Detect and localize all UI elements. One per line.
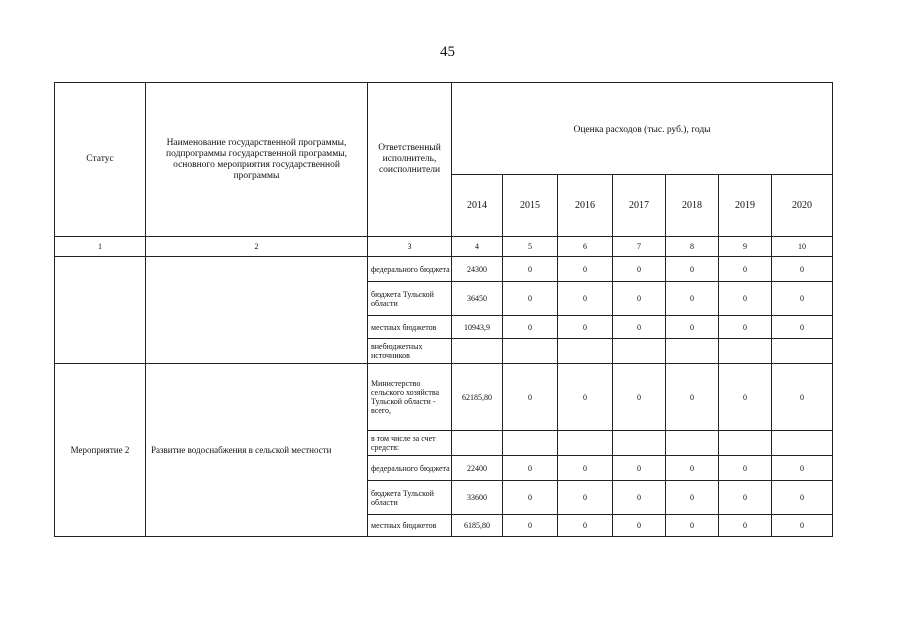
column-number: 2 — [146, 237, 368, 257]
value-cell: 0 — [503, 282, 558, 316]
header-name: Наименование государственной программы, подпрограммы государственной программы, основного мероприятия государственной программы — [146, 83, 368, 237]
value-cell: 0 — [719, 282, 772, 316]
column-number: 10 — [772, 237, 833, 257]
value-cell: 0 — [558, 456, 613, 481]
value-cell: 0 — [558, 481, 613, 515]
value-cell: 0 — [666, 282, 719, 316]
column-number: 4 — [452, 237, 503, 257]
source-label: внебюджетных источников — [368, 339, 452, 364]
column-number: 7 — [613, 237, 666, 257]
header-year: 2018 — [666, 175, 719, 237]
value-cell: 0 — [503, 481, 558, 515]
value-cell: 0 — [503, 364, 558, 431]
value-cell: 0 — [772, 316, 833, 339]
value-cell: 0 — [558, 257, 613, 282]
value-cell: 0 — [558, 316, 613, 339]
value-cell — [719, 339, 772, 364]
source-label: федерального бюджета — [368, 257, 452, 282]
value-cell: 0 — [772, 257, 833, 282]
value-cell — [503, 431, 558, 456]
source-label: в том числе за счет средств: — [368, 431, 452, 456]
header-year: 2020 — [772, 175, 833, 237]
value-cell — [719, 431, 772, 456]
value-cell — [558, 431, 613, 456]
value-cell: 0 — [772, 456, 833, 481]
value-cell — [666, 339, 719, 364]
value-cell: 0 — [613, 282, 666, 316]
value-cell: 0 — [503, 515, 558, 537]
value-cell: 0 — [719, 515, 772, 537]
column-number: 9 — [719, 237, 772, 257]
header-year: 2014 — [452, 175, 503, 237]
value-cell: 0 — [719, 316, 772, 339]
header-status: Статус — [55, 83, 146, 237]
value-cell — [452, 431, 503, 456]
source-label: бюджета Тульской области — [368, 481, 452, 515]
source-label: федерального бюджета — [368, 456, 452, 481]
column-number: 3 — [368, 237, 452, 257]
value-cell — [558, 339, 613, 364]
header-responsible: Ответственный исполнитель, соисполнители — [368, 83, 452, 237]
value-cell: 6185,80 — [452, 515, 503, 537]
value-cell: 33600 — [452, 481, 503, 515]
value-cell: 0 — [666, 456, 719, 481]
value-cell: 0 — [613, 456, 666, 481]
value-cell: 0 — [666, 481, 719, 515]
name-cell: Развитие водоснабжения в сельской местности — [146, 364, 368, 537]
source-label: бюджета Тульской области — [368, 282, 452, 316]
value-cell: 0 — [558, 515, 613, 537]
table-row — [55, 364, 833, 431]
table-row — [55, 257, 833, 282]
value-cell: 0 — [719, 364, 772, 431]
value-cell: 0 — [503, 257, 558, 282]
status-cell — [55, 257, 146, 364]
value-cell: 0 — [772, 364, 833, 431]
value-cell — [772, 339, 833, 364]
value-cell — [613, 431, 666, 456]
value-cell: 0 — [558, 282, 613, 316]
value-cell: 0 — [666, 257, 719, 282]
value-cell: 0 — [666, 515, 719, 537]
value-cell: 0 — [613, 364, 666, 431]
status-cell: Мероприятие 2 — [55, 364, 146, 537]
value-cell: 0 — [503, 316, 558, 339]
source-label: Министерство сельского хозяйства Тульской области - всего, — [368, 364, 452, 431]
header-year: 2016 — [558, 175, 613, 237]
budget-table — [54, 82, 833, 537]
column-number: 8 — [666, 237, 719, 257]
value-cell: 10943,9 — [452, 316, 503, 339]
source-label: местных бюджетов — [368, 316, 452, 339]
column-number: 5 — [503, 237, 558, 257]
value-cell: 0 — [503, 456, 558, 481]
value-cell: 0 — [613, 481, 666, 515]
value-cell — [772, 431, 833, 456]
value-cell: 22400 — [452, 456, 503, 481]
column-number: 6 — [558, 237, 613, 257]
header-year: 2019 — [719, 175, 772, 237]
value-cell: 0 — [666, 316, 719, 339]
value-cell: 36450 — [452, 282, 503, 316]
value-cell — [666, 431, 719, 456]
value-cell — [452, 339, 503, 364]
name-cell — [146, 257, 368, 364]
page-number: 45 — [440, 44, 455, 60]
value-cell: 0 — [613, 515, 666, 537]
value-cell: 24300 — [452, 257, 503, 282]
value-cell: 0 — [613, 316, 666, 339]
value-cell: 0 — [772, 515, 833, 537]
value-cell: 0 — [666, 364, 719, 431]
value-cell — [503, 339, 558, 364]
value-cell: 0 — [558, 364, 613, 431]
value-cell: 0 — [772, 481, 833, 515]
value-cell — [613, 339, 666, 364]
value-cell: 0 — [719, 481, 772, 515]
source-label: местных бюджетов — [368, 515, 452, 537]
value-cell: 0 — [772, 282, 833, 316]
value-cell: 0 — [613, 257, 666, 282]
value-cell: 0 — [719, 456, 772, 481]
header-costs: Оценка расходов (тыс. руб.), годы — [452, 83, 833, 175]
header-year: 2015 — [503, 175, 558, 237]
column-number: 1 — [55, 237, 146, 257]
header-year: 2017 — [613, 175, 666, 237]
value-cell: 0 — [719, 257, 772, 282]
value-cell: 62185,80 — [452, 364, 503, 431]
